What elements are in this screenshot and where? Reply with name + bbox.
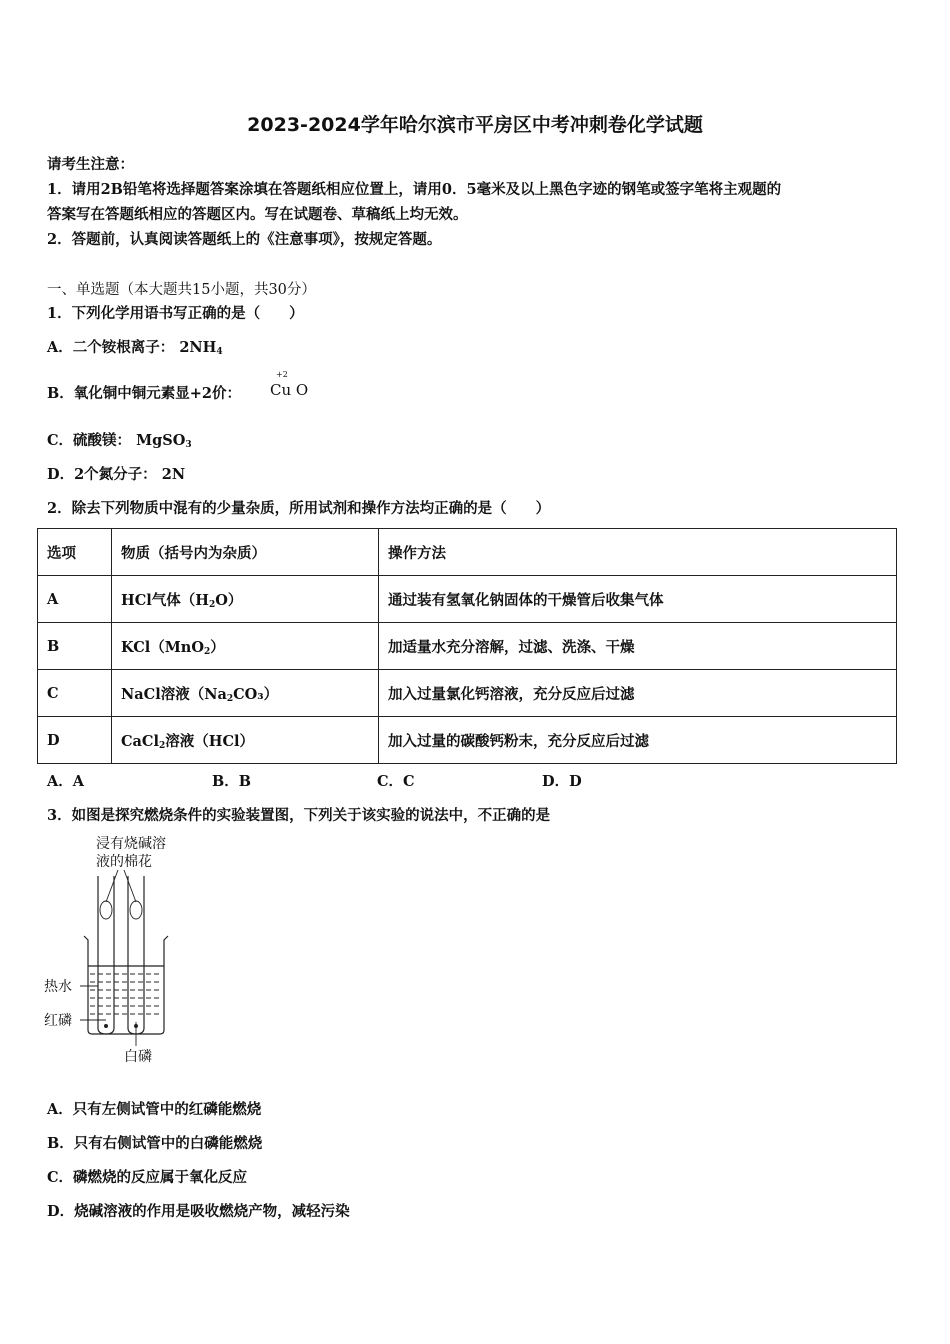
- q1-option-d-formula: 2N: [161, 466, 186, 483]
- q1-option-b-charge: +2: [276, 370, 288, 379]
- table-header-cell: 物质（括号内为杂质）: [112, 529, 379, 576]
- q1-option-c: [47, 429, 192, 450]
- notice-line-1b: 答案写在答题纸相应的答题区内。写在试题卷、草稿纸上均无效。: [47, 206, 468, 223]
- table-cell-option: B: [38, 623, 112, 670]
- water-hatching: [90, 974, 162, 1014]
- beaker-outline: [84, 936, 168, 1034]
- q2-option-a: A．A: [47, 773, 85, 790]
- figure-label-water: 热水: [44, 979, 72, 995]
- q1-option-a-label: A．二个铵根离子：: [47, 339, 175, 356]
- q1-option-a-formula: $2NH_4$: [179, 339, 223, 357]
- table-cell-method: 通过装有氢氧化钠固体的干燥管后收集气体: [379, 576, 897, 623]
- table-cell-option: A: [38, 576, 112, 623]
- q1-stem: 1．下列化学用语书写正确的是（ ）: [47, 305, 304, 322]
- q1-option-d-label: D．2个氮分子：: [47, 466, 157, 483]
- q1-option-b-formula: Cu O: [270, 381, 309, 399]
- cotton-right: [130, 901, 142, 919]
- q1-option-d: [47, 463, 185, 484]
- q2-option-d: D．D: [542, 773, 582, 790]
- section-heading: 一、单选题（本大题共15小题，共30分）: [47, 282, 316, 298]
- page-title: 2023-2024学年哈尔滨市平房区中考冲刺卷化学试题: [247, 114, 703, 136]
- left-test-tube: [98, 876, 114, 1034]
- notice-line-2: 2．答题前，认真阅读答题纸上的《注意事项》，按规定答题。: [47, 231, 442, 248]
- q3-stem: 3．如图是探究燃烧条件的实验装置图，下列关于该实验的说法中，不正确的是: [47, 807, 551, 824]
- table-cell-option: C: [38, 670, 112, 717]
- figure-label-red-phosphorus: 红磷: [44, 1013, 72, 1029]
- table-header-cell: 选项: [38, 529, 112, 576]
- table-header-cell: 操作方法: [379, 529, 897, 576]
- table-row: [38, 623, 897, 670]
- q2-table: [37, 528, 897, 764]
- q3-option-b: B．只有右侧试管中的白磷能燃烧: [47, 1135, 263, 1152]
- q2-stem: 2．除去下列物质中混有的少量杂质，所用试剂和操作方法均正确的是（ ）: [47, 500, 551, 517]
- q2-option-c: C．C: [377, 773, 415, 790]
- table-cell-method: 加入过量氯化钙溶液，充分反应后过滤: [379, 670, 897, 717]
- figure-label-cotton-1: 浸有烧碱溶: [96, 836, 166, 852]
- table-cell-substance: KCl（MnO$_2$）: [112, 623, 379, 670]
- right-test-tube: [128, 876, 144, 1034]
- q2-option-b: B．B: [212, 773, 252, 790]
- table-cell-option: D: [38, 717, 112, 764]
- q3-option-d: D．烧碱溶液的作用是吸收燃烧产物，减轻污染: [47, 1203, 350, 1220]
- table-cell-method: 加适量水充分溶解，过滤、洗涤、干燥: [379, 623, 897, 670]
- cotton-left: [100, 901, 112, 919]
- table-cell-method: 加入过量的碳酸钙粉末，充分反应后过滤: [379, 717, 897, 764]
- table-row: [38, 576, 897, 623]
- table-header-row: [38, 529, 897, 576]
- red-phosphorus: [104, 1024, 108, 1028]
- table-row: [38, 670, 897, 717]
- q1-option-b-label: B．氧化铜中铜元素显+2价：: [47, 385, 241, 402]
- white-phosphorus: [134, 1024, 138, 1028]
- phosphorus-samples: [104, 1024, 138, 1028]
- table-cell-substance: NaCl溶液$(Na_2CO_3)$: [112, 670, 379, 717]
- table-cell-substance: CaCl$_2$溶液（HCl）: [112, 717, 379, 764]
- q1-option-b: [47, 382, 241, 403]
- figure-label-cotton-2: 液的棉花: [96, 854, 152, 870]
- table-cell-substance: HCl气体$(H_2O)$: [112, 576, 379, 623]
- q1-option-c-label: C．硫酸镁：: [47, 432, 132, 449]
- q3-option-c: C．磷燃烧的反应属于氧化反应: [47, 1169, 248, 1186]
- notice-heading: 请考生注意：: [47, 156, 134, 173]
- figure-label-white-phosphorus: 白磷: [124, 1049, 152, 1065]
- q3-option-a: A．只有左侧试管中的红磷能燃烧: [47, 1101, 262, 1118]
- q1-option-a: [47, 336, 223, 357]
- q1-option-c-formula: MgSO$_3$: [136, 432, 192, 450]
- notice-line-1a: 1．请用2B铅笔将选择题答案涂填在答题纸相应位置上，请用0．5毫米及以上黑色字迹的钢笔或签字笔将主观题的: [47, 181, 782, 198]
- table-row: [38, 717, 897, 764]
